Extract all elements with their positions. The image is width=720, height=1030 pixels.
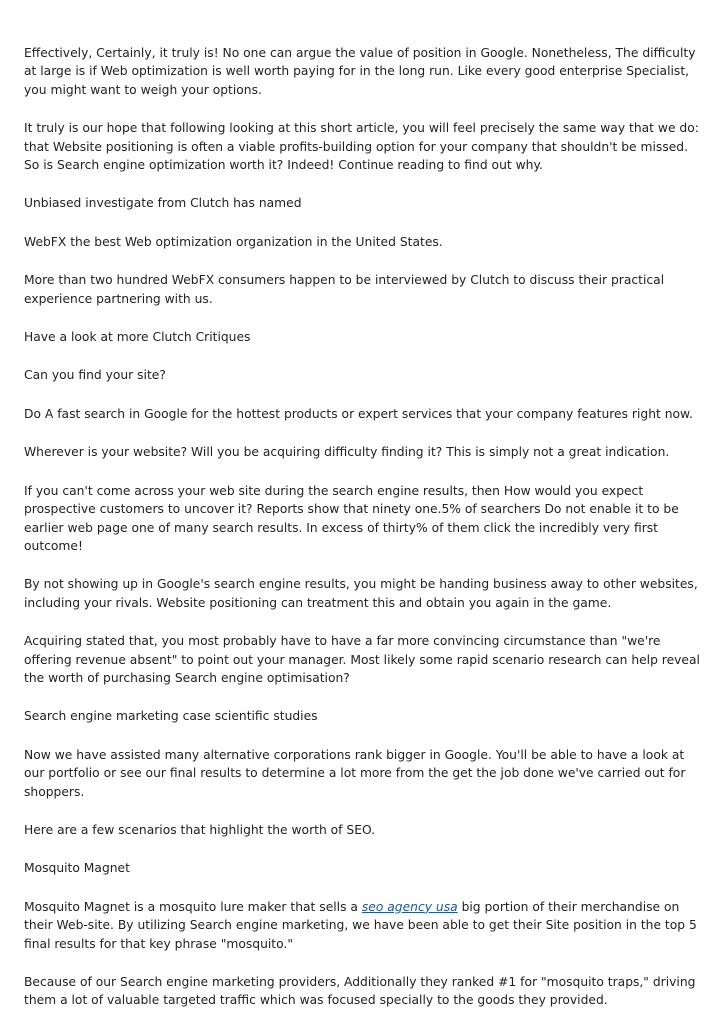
paragraph-where-website: Wherever is your website? Will you be acquiring difficulty finding it? This is simply not a great indication. — [24, 445, 670, 460]
article-body — [24, 44, 700, 1030]
paragraph-convincing-case: Acquiring stated that, you most probably have to have a far more convincing circumstance than "we're offering revenue absent" to point out your manager. Most likely some rapid scenario research can help reveal the worth of purchasing Search engine optimisation? — [24, 634, 700, 685]
seo-agency-link[interactable]: seo agency usa — [361, 899, 458, 914]
paragraph-rivals: By not showing up in Google's search engine results, you might be handing business away to other websites, including your rivals. Website positioning can treatment this and obtain you again in the game. — [24, 577, 698, 610]
paragraph-mosquito-heading: Mosquito Magnet — [24, 861, 130, 876]
paragraph-mosquito-traps: Because of our Search engine marketing providers, Additionally they ranked #1 for "mosquito traps," driving them a lot of valuable targeted traffic which was focused specially to the goods they provided. — [24, 975, 696, 1008]
paragraph-portfolio: Now we have assisted many alternative corporations rank bigger in Google. You'll be able to have a look at our portfolio or see our final results to determine a lot more from the get the job done we've carried out for shoppers. — [24, 747, 686, 799]
paragraph-case-studies-heading: Search engine marketing case scientific studies — [24, 709, 318, 724]
paragraph-clutch-reviews: Have a look at more Clutch Critiques — [24, 330, 251, 345]
paragraph-scenarios: Here are a few scenarios that highlight the worth of SEO. — [24, 822, 376, 837]
paragraph-search-stats: If you can't come across your web site during the search engine results, then How would you expect prospective customers to uncover it? Reports show that ninety one.5% of searchers Do not enable it to be earlier web page one of many search results. In excess of thirty% of them click the incredibly very first outcome! — [24, 483, 679, 553]
paragraph-intro: Effectively, Certainly, it truly is! No one can argue the value of position in Google. Nonetheless, The difficulty at large is if Web optimization is well worth paying for in the long run. Like every good enterprise Specialist, you might want to weigh your options. — [24, 46, 696, 97]
paragraph-mosquito-magnet — [24, 898, 700, 953]
paragraph-mosquito-text-after: big portion of their merchandise on their Web-site. By utilizing Search engine marketing, we have been able to get their Site position in the top 5 final results for that key phrase "mosquito." — [24, 899, 697, 951]
paragraph-find-site: Can you find your site? — [24, 368, 166, 383]
paragraph-clients-interviewed: More than two hundred WebFX consumers happen to be interviewed by Clutch to discuss their practical experience partnering with us. — [24, 273, 665, 306]
paragraph-mosquito-text-before: Mosquito Magnet is a mosquito lure maker that sells a — [24, 899, 362, 914]
paragraph-hope: It truly is our hope that following looking at this short article, you will feel precisely the same way that we do: that Website positioning is often a viable profits-building option for your company that shouldn't be missed. So is Search engine optimization worth it? Indeed! Continue reading to find out why. — [24, 121, 699, 173]
paragraph-fast-search: Do A fast search in Google for the hottest products or expert services that your company features right now. — [24, 406, 693, 421]
paragraph-webfx-best: WebFX the best Web optimization organization in the United States. — [24, 234, 443, 249]
paragraph-clutch-research: Unbiased investigate from Clutch has named — [24, 196, 302, 211]
